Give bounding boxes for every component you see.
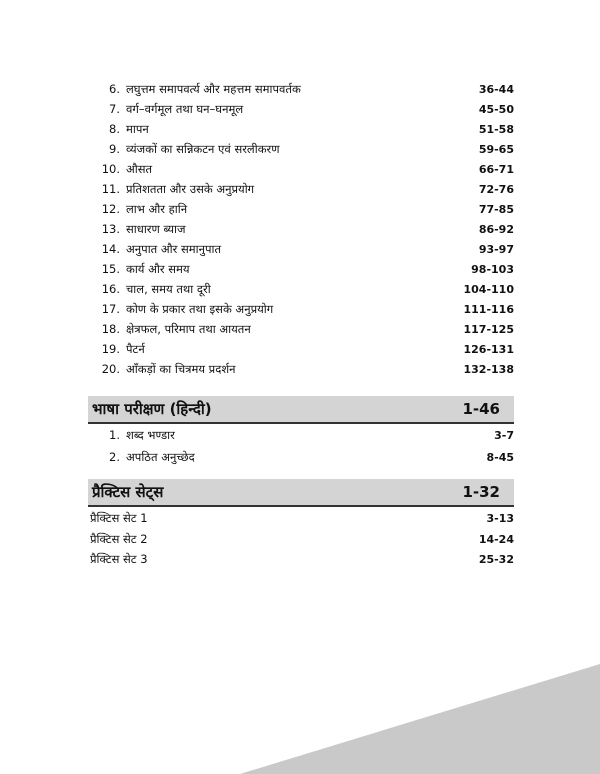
language-section-header[interactable] xyxy=(88,396,514,424)
chapter-pages: 111-116 xyxy=(463,302,514,316)
chapter-title: पैटर्न xyxy=(126,341,145,356)
toc-row[interactable] xyxy=(88,339,514,359)
chapter-pages: 3-7 xyxy=(494,428,514,442)
chapter-title: प्रतिशतता और उसके अनुप्रयोग xyxy=(126,181,255,196)
chapter-number: 10. xyxy=(101,162,120,176)
chapter-number: 2. xyxy=(109,450,120,464)
practice-set-pages: 14-24 xyxy=(478,532,514,546)
toc-row[interactable] xyxy=(88,447,514,467)
chapter-title: अपठित अनुच्छेद xyxy=(126,449,195,464)
chapter-number: 17. xyxy=(101,302,120,316)
toc-row[interactable] xyxy=(88,319,514,339)
practice-set-title: प्रैक्टिस सेट 2 xyxy=(90,531,148,546)
chapter-pages: 117-125 xyxy=(463,322,514,336)
chapter-number: 6. xyxy=(109,82,120,96)
chapter-number: 8. xyxy=(109,122,120,136)
chapter-number: 11. xyxy=(101,182,120,196)
practice-set-row[interactable] xyxy=(90,508,514,528)
chapter-pages: 98-103 xyxy=(471,262,514,276)
chapter-title: साधारण ब्याज xyxy=(126,221,186,236)
practice-set-row[interactable] xyxy=(90,549,514,569)
toc-row[interactable] xyxy=(88,299,514,319)
toc-row[interactable] xyxy=(88,239,514,259)
toc-row[interactable] xyxy=(88,199,514,219)
section-pages: 1-32 xyxy=(462,483,500,501)
chapter-pages: 126-131 xyxy=(463,342,514,356)
chapter-title: लाभ और हानि xyxy=(126,201,188,216)
chapter-title: लघुत्तम समापवर्त्य और महत्तम समापवर्तक xyxy=(126,81,301,96)
chapter-pages: 77-85 xyxy=(478,202,514,216)
chapter-number: 20. xyxy=(101,362,120,376)
toc-row[interactable] xyxy=(88,119,514,139)
chapter-title: कोण के प्रकार तथा इसके अनुप्रयोग xyxy=(126,301,274,316)
practice-set-pages: 3-13 xyxy=(486,511,514,525)
chapter-title: आँकड़ों का चित्रमय प्रदर्शन xyxy=(126,361,236,376)
toc-row[interactable] xyxy=(88,259,514,279)
toc-row[interactable] xyxy=(88,139,514,159)
practice-set-pages: 25-32 xyxy=(478,552,514,566)
chapter-number: 18. xyxy=(101,322,120,336)
toc-row[interactable] xyxy=(88,159,514,179)
chapter-title: कार्य और समय xyxy=(126,261,190,276)
toc-row[interactable] xyxy=(88,99,514,119)
section-title: प्रैक्टिस सेट्स xyxy=(92,483,164,501)
chapter-pages: 104-110 xyxy=(463,282,514,296)
practice-set-row[interactable] xyxy=(90,529,514,549)
chapter-title: औसत xyxy=(126,161,153,176)
chapter-pages: 45-50 xyxy=(478,102,514,116)
corner-triangle xyxy=(240,664,600,774)
chapter-title: व्यंजकों का सन्निकटन एवं सरलीकरण xyxy=(126,141,280,156)
chapter-number: 19. xyxy=(101,342,120,356)
toc-row[interactable] xyxy=(88,359,514,379)
chapter-title: वर्ग–वर्गमूल तथा घन–घनमूल xyxy=(126,101,244,116)
chapter-title: मापन xyxy=(126,121,149,136)
toc-row[interactable] xyxy=(88,425,514,445)
section-title: भाषा परीक्षण (हिन्दी) xyxy=(92,400,212,418)
chapter-number: 14. xyxy=(101,242,120,256)
chapter-number: 16. xyxy=(101,282,120,296)
decorative-corner-shape xyxy=(240,664,600,774)
chapter-title: शब्द भण्डार xyxy=(126,427,175,442)
practice-section-header[interactable] xyxy=(88,479,514,507)
chapter-number: 12. xyxy=(101,202,120,216)
chapter-pages: 51-58 xyxy=(478,122,514,136)
toc-row[interactable] xyxy=(88,219,514,239)
chapter-pages: 8-45 xyxy=(486,450,514,464)
chapter-number: 1. xyxy=(109,428,120,442)
section-pages: 1-46 xyxy=(462,400,500,418)
chapter-title: अनुपात और समानुपात xyxy=(126,241,222,256)
chapter-title: क्षेत्रफल, परिमाप तथा आयतन xyxy=(126,321,251,336)
chapter-pages: 86-92 xyxy=(478,222,514,236)
chapter-pages: 59-65 xyxy=(478,142,514,156)
chapter-number: 9. xyxy=(109,142,120,156)
chapter-pages: 132-138 xyxy=(463,362,514,376)
chapter-title: चाल, समय तथा दूरी xyxy=(126,281,211,296)
practice-set-title: प्रैक्टिस सेट 1 xyxy=(90,510,148,525)
toc-row[interactable] xyxy=(88,79,514,99)
toc-row[interactable] xyxy=(88,179,514,199)
toc-row[interactable] xyxy=(88,279,514,299)
chapter-pages: 66-71 xyxy=(478,162,514,176)
chapter-number: 7. xyxy=(109,102,120,116)
chapter-pages: 36-44 xyxy=(478,82,514,96)
chapter-number: 15. xyxy=(101,262,120,276)
chapter-pages: 93-97 xyxy=(478,242,514,256)
chapter-number: 13. xyxy=(101,222,120,236)
practice-set-title: प्रैक्टिस सेट 3 xyxy=(90,551,148,566)
chapter-pages: 72-76 xyxy=(478,182,514,196)
